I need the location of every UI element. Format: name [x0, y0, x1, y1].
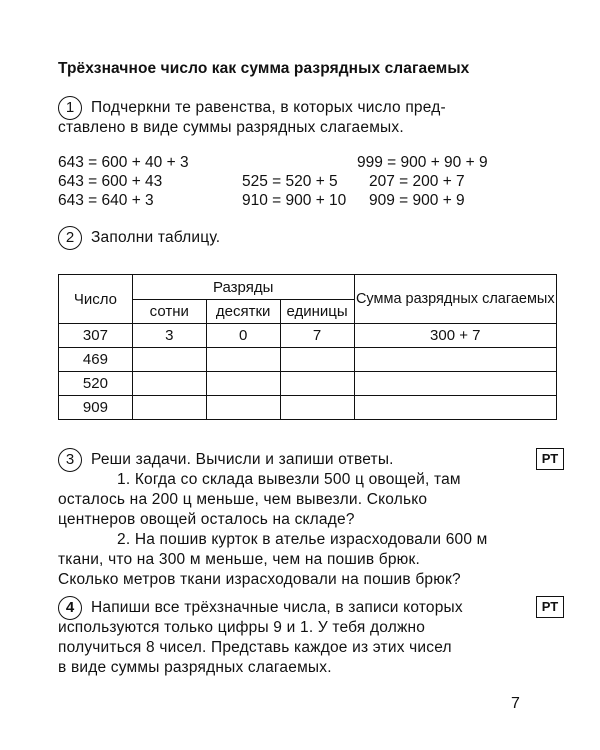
exercise-3-number: 3 [58, 448, 82, 472]
header-number: Число [59, 275, 133, 324]
cell-sum [354, 396, 556, 420]
header-digits: Разряды [132, 275, 354, 300]
equation: 643 = 600 + 43 [58, 173, 163, 190]
cell-sum [354, 372, 556, 396]
exercise-3-line: Сколько метров ткани израсходовали на пошив брюк? [58, 571, 461, 588]
cell-number: 909 [59, 396, 133, 420]
cell-units [280, 348, 354, 372]
exercise-1-text-line-2: ставлено в виде суммы разрядных слагаемых. [58, 119, 404, 136]
exercise-4-line: получиться 8 чисел. Представь каждое из этих чисел [58, 639, 452, 656]
exercise-2-number: 2 [58, 226, 82, 250]
cell-tens [206, 372, 280, 396]
page-title: Трёхзначное число как сумма разрядных слагаемых [58, 60, 470, 77]
cell-sum [354, 348, 556, 372]
page-number: 7 [511, 695, 520, 712]
table-row [59, 324, 557, 348]
header-sum: Сумма разрядных слагаемых [354, 275, 556, 324]
exercise-1-text-line-1: Подчеркни те равенства, в которых число пред- [91, 99, 446, 116]
exercise-3-line: 1. Когда со склада вывезли 500 ц овощей, там [117, 471, 461, 488]
exercise-4-line: в виде суммы разрядных слагаемых. [58, 659, 332, 676]
cell-tens: 0 [206, 324, 280, 348]
cell-number: 469 [59, 348, 133, 372]
cell-units: 7 [280, 324, 354, 348]
cell-number: 520 [59, 372, 133, 396]
header-tens: десятки [206, 300, 280, 324]
cell-hundreds [132, 396, 206, 420]
equation: 207 = 200 + 7 [369, 173, 465, 190]
workbook-badge: РТ [536, 596, 564, 618]
equation: 999 = 900 + 90 + 9 [357, 154, 488, 171]
table-row [59, 396, 557, 420]
workbook-badge: РТ [536, 448, 564, 470]
equation: 643 = 640 + 3 [58, 192, 154, 209]
equation: 525 = 520 + 5 [242, 173, 338, 190]
equation: 909 = 900 + 9 [369, 192, 465, 209]
exercise-1-number: 1 [58, 96, 82, 120]
cell-hundreds: 3 [132, 324, 206, 348]
cell-hundreds [132, 348, 206, 372]
cell-hundreds [132, 372, 206, 396]
exercise-4-line: используются только цифры 9 и 1. У тебя должно [58, 619, 426, 636]
cell-units [280, 372, 354, 396]
exercise-3-line: Реши задачи. Вычисли и запиши ответы. [91, 451, 394, 468]
header-units: единицы [280, 300, 354, 324]
cell-units [280, 396, 354, 420]
exercise-3-line: осталось на 200 ц меньше, чем вывезли. Сколько [58, 491, 428, 508]
cell-tens [206, 348, 280, 372]
exercise-4-line: Напиши все трёхзначные числа, в записи которых [91, 599, 463, 616]
digits-table [58, 274, 557, 420]
cell-number: 307 [59, 324, 133, 348]
table-row [59, 372, 557, 396]
cell-tens [206, 396, 280, 420]
exercise-3-line: 2. На пошив курток в ателье израсходовали 600 м [117, 531, 488, 548]
equation: 643 = 600 + 40 + 3 [58, 154, 189, 171]
exercise-2-text: Заполни таблицу. [91, 229, 221, 246]
equation: 910 = 900 + 10 [242, 192, 347, 209]
table-row [59, 348, 557, 372]
header-hundreds: сотни [132, 300, 206, 324]
exercise-3-line: ткани, что на 300 м меньше, чем на пошив брюк. [58, 551, 420, 568]
exercise-4-number: 4 [58, 596, 82, 620]
exercise-3-line: центнеров овощей осталось на складе? [58, 511, 355, 528]
cell-sum: 300 + 7 [354, 324, 556, 348]
